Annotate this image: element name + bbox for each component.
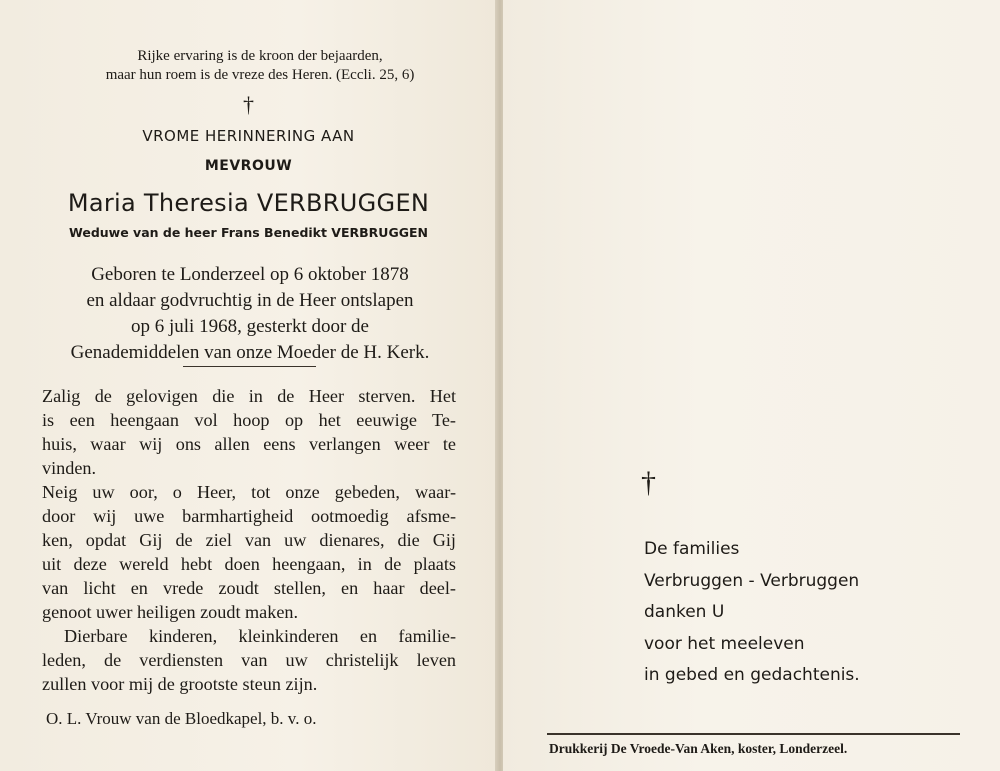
prayer-line: ken, opdat Gij de ziel van uw dienares, die Gij	[42, 530, 456, 550]
footer-chapel: O. L. Vrouw van de Bloedkapel, b. v. o.	[46, 709, 317, 728]
birth-line: en aldaar godvruchtig in de Heer ontslapen	[86, 290, 414, 311]
prayer-line: van licht en vrede zoudt stellen, en haar deel-	[42, 578, 456, 598]
prayer-line: is een heengaan vol hoop op het eeuwige Te-	[42, 410, 456, 430]
birth-line: Geboren te Londerzeel op 6 oktober 1878	[91, 264, 409, 285]
thanks-line: De families	[644, 539, 740, 559]
birth-line: Genademiddelen van onze Moeder de H. Kerk.	[70, 342, 430, 363]
prayer-line: huis, waar wij ons allen eens verlangen weer te	[42, 434, 456, 454]
prayer-line: Zalig de gelovigen die in de Heer sterven. Het	[42, 386, 456, 406]
left-page	[0, 0, 497, 771]
prayer-line: zullen voor mij de grootste steun zijn.	[42, 674, 318, 694]
cross-icon: †	[243, 92, 254, 117]
deceased-name: Maria Theresia VERBRUGGEN	[67, 189, 430, 217]
prayer-line: leden, de verdiensten van uw christelijk leven	[42, 650, 456, 670]
printer-line: Drukkerij De Vroede-Van Aken, koster, Londerzeel.	[549, 741, 848, 756]
prayer-line: Dierbare kinderen, kleinkinderen en familie-	[64, 626, 456, 646]
right-page	[503, 0, 1000, 771]
widow-line: Weduwe van de heer Frans Benedikt VERBRUGGEN	[69, 225, 428, 240]
cross-icon: †	[641, 466, 656, 499]
thanks-line: in gebed en gedachtenis.	[644, 665, 860, 685]
prayer-line: vinden.	[42, 458, 97, 478]
quote-line-2: maar hun roem is de vreze des Heren. (Eccli. 25, 6)	[105, 67, 415, 83]
prayer-line: genoot uwer heiligen zoudt maken.	[42, 602, 299, 622]
thanks-line: danken U	[644, 602, 725, 622]
divider	[183, 366, 316, 367]
birth-death-text	[20, 262, 480, 366]
title-mevrouw: MEVROUW	[204, 158, 293, 174]
memorial-heading: VROME HERINNERING AAN	[142, 127, 355, 145]
prayer-line: door wij uwe barmhartigheid ootmoedig afsme-	[42, 506, 456, 526]
thanks-line: voor het meeleven	[644, 633, 805, 654]
quote-line-1: Rijke ervaring is de kroon der bejaarden,	[137, 48, 383, 64]
thanks-text	[644, 534, 860, 692]
prayer-line: Neig uw oor, o Heer, tot onze gebeden, waar-	[42, 482, 456, 502]
divider	[547, 733, 960, 735]
prayer-text	[42, 384, 456, 696]
prayer-line: uit deze wereld hebt doen heengaan, in de plaats	[42, 554, 456, 574]
birth-line: op 6 juli 1968, gesterkt door de	[131, 316, 369, 337]
thanks-line: Verbruggen - Verbruggen	[644, 570, 860, 591]
